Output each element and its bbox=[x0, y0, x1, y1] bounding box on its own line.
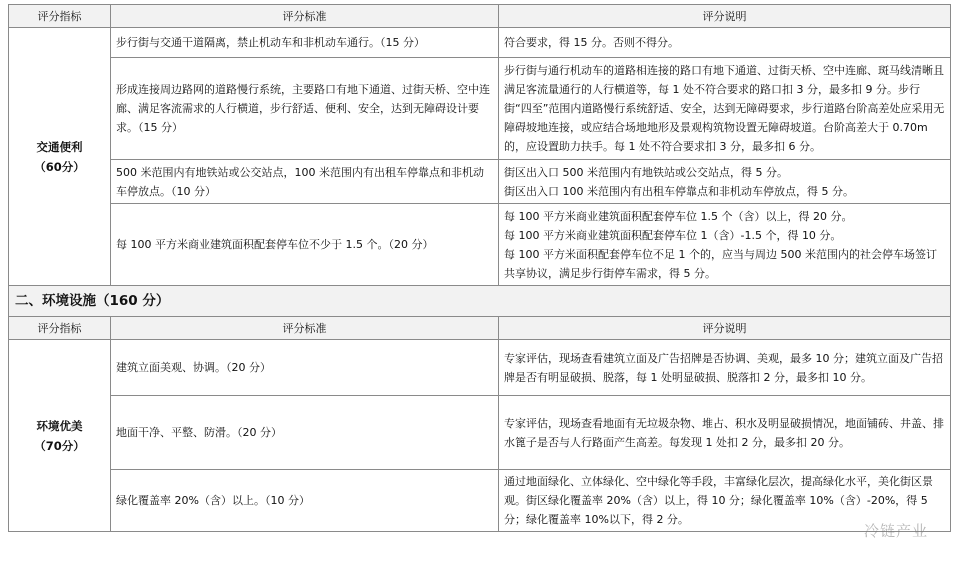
table-row bbox=[9, 204, 951, 286]
explanation-line: 步行街与通行机动车的道路相连接的路口有地下通道、过街天桥、空中连廊、斑马线清晰且满足客流量通行的人行横道等，每 1 处不符合要求的路口扣 3 分，最多扣 9 分。步行街“四至”范围内道路慢行系统舒适、安全，达到无障碍要求，步行道路台阶高差处应采用无障碍坡地连接，或应结合场地地形及景观构筑物设置无障碍坡道。台阶高差大于 0.70m 的，应设置助力扶手。每 1 处不符合要求扣 3 分，最多扣 6 分。 bbox=[504, 64, 945, 153]
header-indicator: 评分指标 bbox=[9, 5, 111, 28]
section-title-row bbox=[9, 286, 951, 317]
indicator-score: （70分） bbox=[34, 438, 85, 453]
table-row bbox=[9, 470, 951, 532]
section-title: 二、环境设施（160 分） bbox=[9, 286, 951, 317]
indicator-cell-traffic bbox=[9, 28, 111, 286]
explanation-line: 专家评估，现场查看地面有无垃圾杂物、堆占、积水及明显破损情况，地面铺砖、井盖、排水篦子是否与人行路面产生高差。每发现 1 处扣 2 分，最多扣 20 分。 bbox=[504, 416, 944, 449]
standard-cell: 每 100 平方米商业建筑面积配套停车位不少于 1.5 个。（20 分） bbox=[111, 204, 499, 286]
explanation-cell bbox=[499, 396, 951, 470]
indicator-name: 交通便利 bbox=[36, 139, 83, 154]
explanation-cell bbox=[499, 470, 951, 532]
explanation-cell bbox=[499, 28, 951, 58]
explanation-cell bbox=[499, 160, 951, 204]
header-explanation: 评分说明 bbox=[499, 5, 951, 28]
table-row bbox=[9, 396, 951, 470]
indicator-cell-environment bbox=[9, 340, 111, 532]
explanation-line: 每 100 平方米商业建筑面积配套停车位 1.5 个（含）以上，得 20 分。 bbox=[504, 209, 853, 223]
explanation-line: 通过地面绿化、立体绿化、空中绿化等手段，丰富绿化层次，提高绿化水平，美化街区景观。街区绿化覆盖率 20%（含）以上，得 10 分；绿化覆盖率 10%（含）-20%，得 5 分；绿化覆盖率 10%以下，得 2 分。 bbox=[504, 475, 933, 526]
header-indicator: 评分指标 bbox=[9, 317, 111, 340]
indicator-name: 环境优美 bbox=[36, 418, 83, 433]
header-explanation: 评分说明 bbox=[499, 317, 951, 340]
table-row bbox=[9, 160, 951, 204]
scoring-document bbox=[8, 4, 950, 532]
explanation-line: 每 100 平方米面积配套停车位不足 1 个的，应当与周边 500 米范围内的社会停车场签订共享协议，满足步行街停车需求，得 5 分。 bbox=[504, 247, 937, 280]
header-standard: 评分标准 bbox=[111, 5, 499, 28]
table-row bbox=[9, 58, 951, 160]
watermark-text: 冷链产业 bbox=[863, 522, 928, 540]
indicator-score: （60分） bbox=[34, 159, 85, 174]
table-row bbox=[9, 340, 951, 396]
explanation-cell bbox=[499, 58, 951, 160]
standard-cell: 绿化覆盖率 20%（含）以上。（10 分） bbox=[111, 470, 499, 532]
table-row bbox=[9, 28, 951, 58]
standard-cell: 形成连接周边路网的道路慢行系统，主要路口有地下通道、过街天桥、空中连廊、满足客流需求的人行横道，步行舒适、便利、安全，达到无障碍设计要求。（15 分） bbox=[111, 58, 499, 160]
explanation-line: 街区出入口 100 米范围内有出租车停靠点和非机动车停放点，得 5 分。 bbox=[504, 184, 854, 198]
standard-cell: 步行街与交通干道隔离，禁止机动车和非机动车通行。（15 分） bbox=[111, 28, 499, 58]
explanation-cell bbox=[499, 340, 951, 396]
table-header-row bbox=[9, 5, 951, 28]
table-header-row bbox=[9, 317, 951, 340]
explanation-line: 街区出入口 500 米范围内有地铁站或公交站点，得 5 分。 bbox=[504, 165, 788, 179]
standard-cell: 500 米范围内有地铁站或公交站点，100 米范围内有出租车停靠点和非机动车停放点。（10 分） bbox=[111, 160, 499, 204]
explanation-line: 符合要求，得 15 分。否则不得分。 bbox=[504, 36, 679, 49]
explanation-line: 每 100 平方米商业建筑面积配套停车位 1（含）-1.5 个，得 10 分。 bbox=[504, 228, 842, 242]
standard-cell: 地面干净、平整、防滑。（20 分） bbox=[111, 396, 499, 470]
explanation-line: 专家评估，现场查看建筑立面及广告招牌是否协调、美观，最多 10 分；建筑立面及广告招牌是否有明显破损、脱落，每 1 处明显破损、脱落扣 2 分，最多扣 10 分。 bbox=[504, 351, 943, 384]
scoring-table bbox=[8, 4, 951, 532]
explanation-cell bbox=[499, 204, 951, 286]
header-standard: 评分标准 bbox=[111, 317, 499, 340]
standard-cell: 建筑立面美观、协调。（20 分） bbox=[111, 340, 499, 396]
